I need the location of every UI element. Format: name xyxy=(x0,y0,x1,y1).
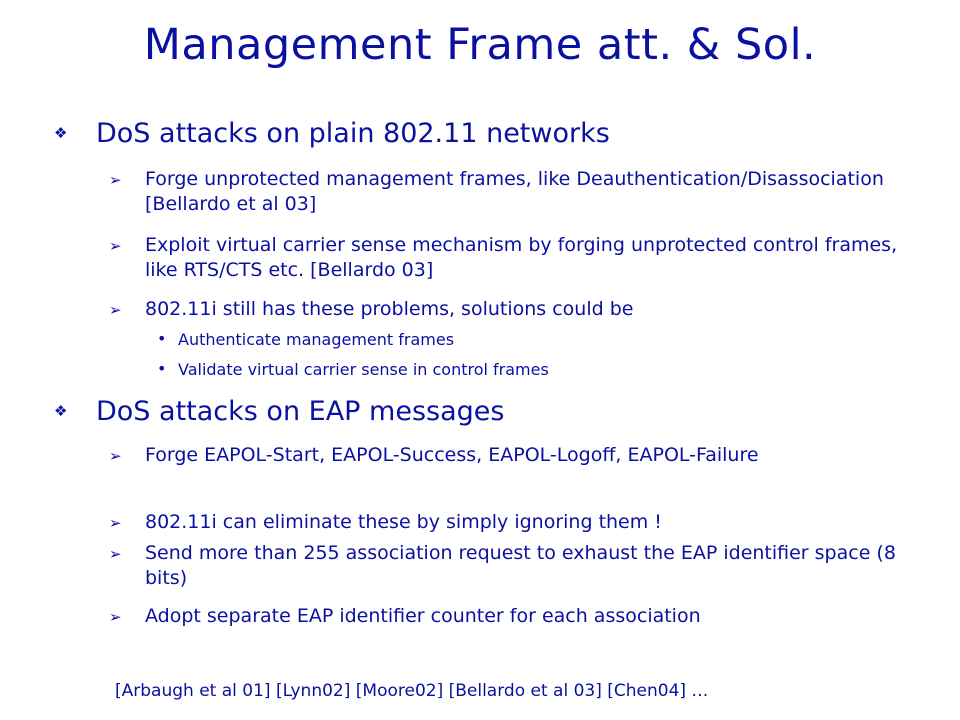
arrow-bullet-icon: ➢ xyxy=(109,514,122,532)
section-heading-text: DoS attacks on plain 802.11 networks xyxy=(96,118,610,149)
list-item-text: 802.11i can eliminate these by simply ignoring them ! xyxy=(145,511,662,533)
arrow-bullet-icon: ➢ xyxy=(109,545,122,563)
sub-list-item xyxy=(157,329,455,349)
arrow-bullet-icon: ➢ xyxy=(109,171,122,189)
list-item xyxy=(109,297,905,322)
section-heading xyxy=(54,396,505,427)
sub-list-item-text: Authenticate management frames xyxy=(178,330,455,349)
list-item xyxy=(109,167,905,217)
slide-title: Management Frame att. & Sol. xyxy=(143,20,817,70)
list-item-text: Send more than 255 association request to exhaust the EAP identifier space (8 bits) xyxy=(145,542,896,589)
section-heading xyxy=(54,118,610,149)
list-item-text: Adopt separate EAP identifier counter for each association xyxy=(145,605,701,627)
arrow-bullet-icon: ➢ xyxy=(109,301,122,319)
list-item-text: Forge EAPOL-Start, EAPOL-Success, EAPOL-Logoff, EAPOL-Failure xyxy=(145,444,759,466)
diamond-bullet-icon: ❖ xyxy=(54,402,68,420)
dot-bullet-icon: • xyxy=(157,359,167,378)
list-item xyxy=(109,541,905,591)
arrow-bullet-icon: ➢ xyxy=(109,237,122,255)
list-item-text: Exploit virtual carrier sense mechanism by forging unprotected control frames, like RTS/CTS etc. [Bellardo 03] xyxy=(145,234,898,281)
section-heading-text: DoS attacks on EAP messages xyxy=(96,396,505,427)
dot-bullet-icon: • xyxy=(157,329,167,348)
list-item xyxy=(109,443,905,468)
diamond-bullet-icon: ❖ xyxy=(54,124,68,142)
arrow-bullet-icon: ➢ xyxy=(109,608,122,626)
sub-list-item-text: Validate virtual carrier sense in control frames xyxy=(178,360,549,379)
list-item xyxy=(109,510,905,535)
arrow-bullet-icon: ➢ xyxy=(109,447,122,465)
list-item-text: Forge unprotected management frames, like Deauthentication/Disassociation [Bellardo et al 03] xyxy=(145,168,884,215)
list-item xyxy=(109,233,905,283)
list-item xyxy=(109,604,905,629)
sub-list-item xyxy=(157,359,549,379)
references: [Arbaugh et al 01] [Lynn02] [Moore02] [Bellardo et al 03] [Chen04] … xyxy=(115,681,709,701)
list-item-text: 802.11i still has these problems, solutions could be xyxy=(145,298,634,320)
